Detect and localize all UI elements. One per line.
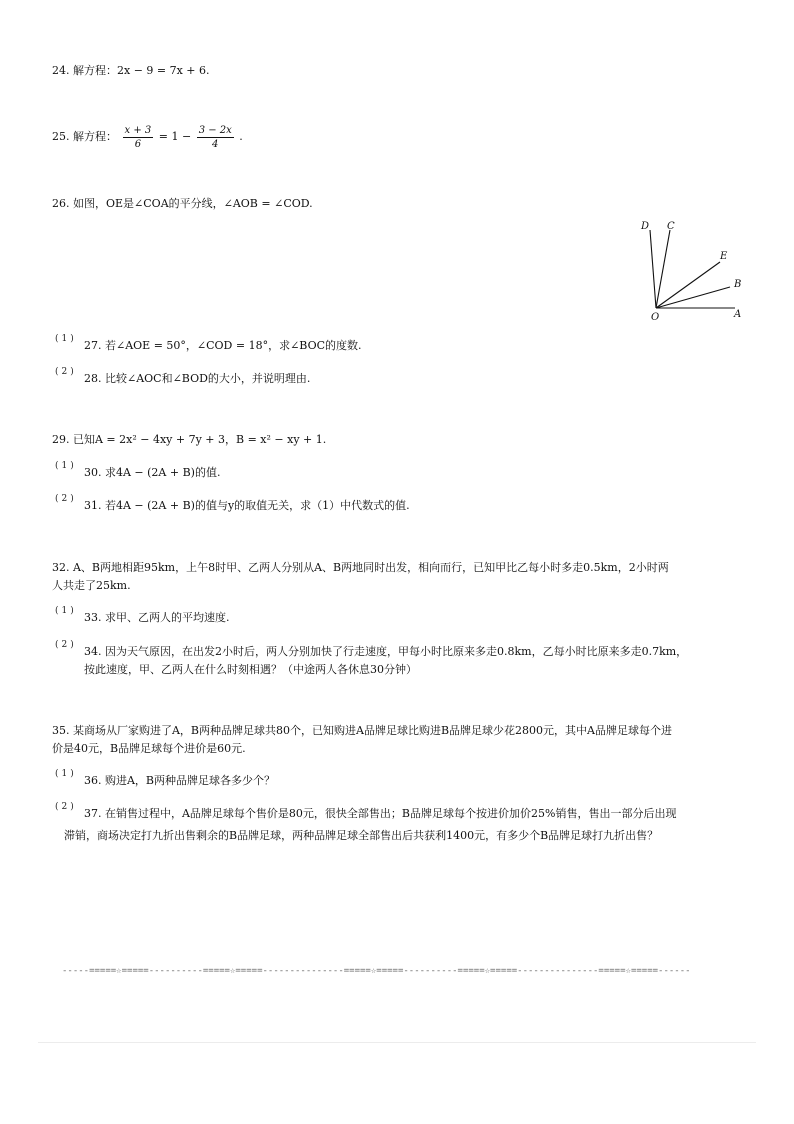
- question-32-line-1: 32. A、B两地相距95km，上午8时甲、乙两人分别从A、B两地同时出发，相向而行，已知甲比乙每小时多走0.5km，2小时两: [52, 561, 669, 574]
- label-a: A: [734, 309, 742, 320]
- question-29: 29. 已知A = 2x² − 4xy + 7y + 3，B = x² − xy + 1.: [52, 433, 327, 446]
- question-28: 28. 比较∠AOC和∠BOD的大小，并说明理由.: [84, 372, 311, 385]
- question-34-line-2: 按此速度，甲、乙两人在什么时刻相遇？（中途两人各休息30分钟）: [84, 663, 417, 676]
- section-divider: -----=====☆=====----------=====☆=====---------------=====☆=====----------=====☆=====---------------=====☆=====------: [62, 966, 691, 976]
- question-24: 24. 解方程：2x − 9 = 7x + 6.: [52, 64, 210, 77]
- question-25-end: .: [239, 130, 243, 143]
- ray-ob: [656, 287, 730, 308]
- sub-label-1: (1): [55, 606, 77, 616]
- sub-label-2: (2): [55, 494, 77, 504]
- label-d: D: [641, 221, 650, 232]
- question-33: 33. 求甲、乙两人的平均速度.: [84, 611, 230, 624]
- sub-label-2: (2): [55, 802, 77, 812]
- label-e: E: [720, 251, 728, 262]
- angle-figure: [630, 212, 760, 324]
- question-31: 31. 若4A − (2A + B)的值与y的取值无关，求（1）中代数式的值.: [84, 499, 410, 512]
- sub-label-2: (2): [55, 640, 77, 650]
- fraction-1: [123, 124, 154, 151]
- fraction-2-numerator: 3 − 2x: [198, 124, 232, 136]
- ray-oc: [656, 230, 670, 308]
- question-37-line-1: 37. 在销售过程中，A品牌足球每个售价是80元，很快全部售出；B品牌足球每个按进价加价25%销售，售出一部分后出现: [84, 807, 677, 820]
- fraction-2-denominator: 4: [212, 138, 219, 150]
- page-bottom-rule: [38, 1042, 756, 1043]
- question-26: 26. 如图，OE是∠COA的平分线，∠AOB = ∠COD.: [52, 197, 313, 210]
- question-32-line-2: 人共走了25km.: [52, 579, 131, 592]
- question-37-line-2: 滞销，商场决定打九折出售剩余的B品牌足球，两种品牌足球全部售出后共获利1400元，有多少个B品牌足球打九折出售？: [64, 829, 659, 842]
- label-o: O: [651, 312, 660, 323]
- question-25: [52, 122, 243, 152]
- sub-label-1: (1): [55, 461, 77, 471]
- sub-label-1: (1): [55, 769, 77, 779]
- sub-label-2: (2): [55, 367, 77, 377]
- label-c: C: [667, 221, 675, 232]
- question-35-line-1: 35. 某商场从厂家购进了A，B两种品牌足球共80个，已知购进A品牌足球比购进B品牌足球少花2800元，其中A品牌足球每个进: [52, 724, 672, 737]
- question-36: 36. 购进A，B两种品牌足球各多少个？: [84, 774, 276, 787]
- fraction-1-numerator: x + 3: [124, 124, 152, 136]
- question-25-middle: = 1 −: [158, 130, 192, 143]
- question-34-line-1: 34. 因为天气原因，在出发2小时后，两人分别加快了行走速度，甲每小时比原来多走0.8km，乙每小时比原来多走0.7km，: [84, 645, 688, 658]
- question-27: 27. 若∠AOE = 50°，∠COD = 18°，求∠BOC的度数.: [84, 339, 362, 352]
- fraction-1-denominator: 6: [134, 138, 142, 150]
- question-25-prefix: 25. 解方程：: [52, 130, 117, 143]
- question-30: 30. 求4A − (2A + B)的值.: [84, 466, 221, 479]
- ray-oe: [656, 262, 720, 308]
- sub-label-1: (1): [55, 334, 77, 344]
- label-b: B: [734, 279, 742, 290]
- fraction-2: [197, 124, 234, 151]
- ray-od: [650, 230, 656, 308]
- question-35-line-2: 价是40元，B品牌足球每个进价是60元.: [52, 742, 246, 755]
